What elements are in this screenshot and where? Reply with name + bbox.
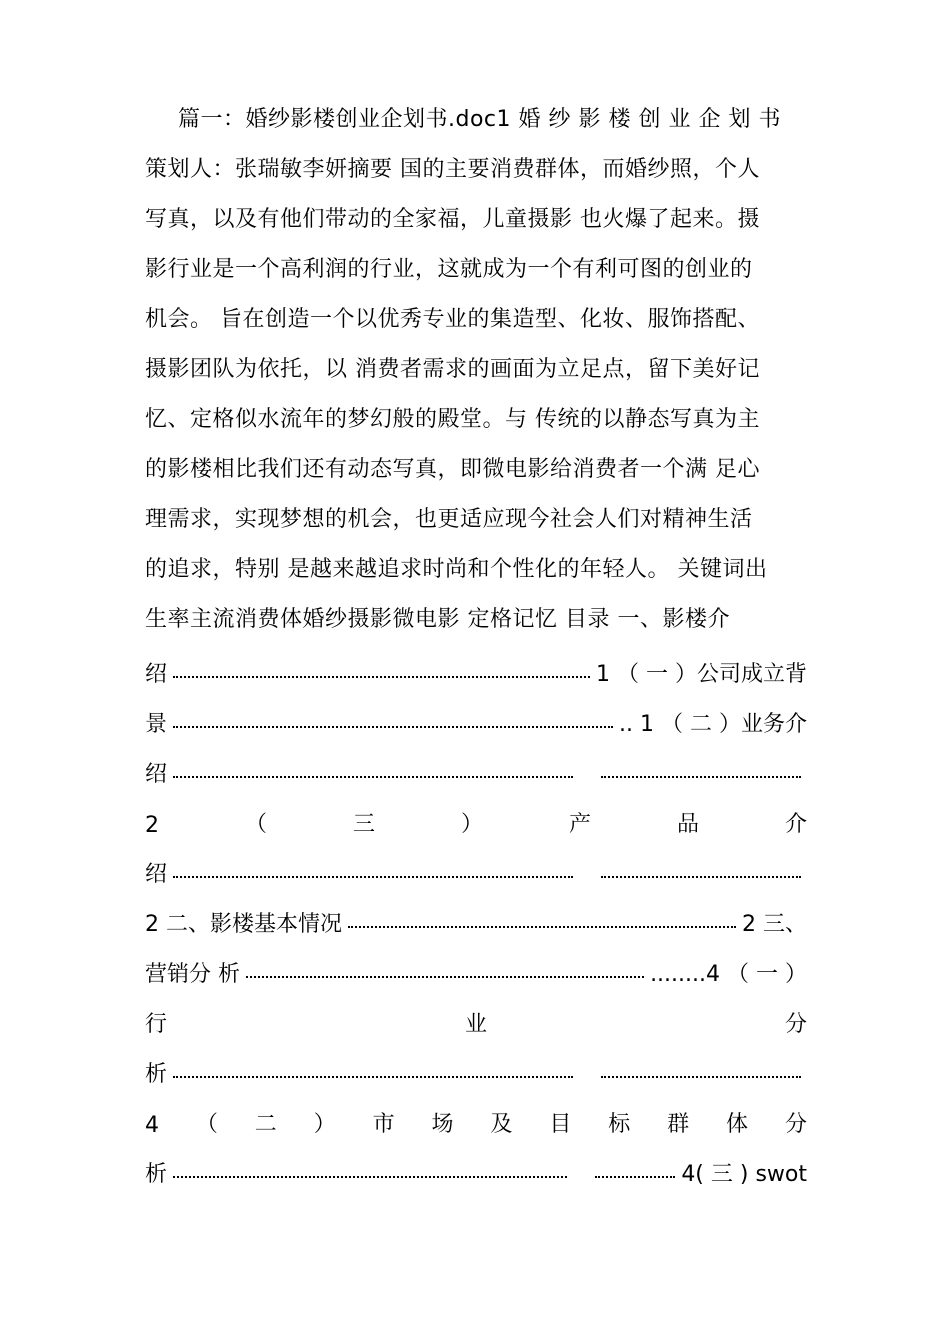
- toc-line-5: [145, 848, 807, 888]
- toc-leader-dots: [173, 875, 573, 878]
- toc-token: 业: [464, 1012, 487, 1037]
- toc-entry-text: 2 二、影楼基本情况: [145, 912, 342, 937]
- toc-leader-dots: [595, 1175, 675, 1178]
- toc-line-3: [145, 748, 807, 788]
- toc-token: 二: [254, 1112, 277, 1137]
- toc-leader-dots: [173, 1175, 567, 1178]
- toc-token: 体: [726, 1112, 749, 1137]
- toc-entry-text: 析: [145, 1162, 168, 1187]
- body-line-10: 的追求，特别 是越来越追求时尚和个性化的年轻人。 关键词出: [145, 557, 768, 582]
- toc-token: （: [244, 812, 267, 837]
- toc-leader-dots: [173, 775, 573, 778]
- body-line-8: 的影楼相比我们还有动态写真，即微电影给消费者一个满 足心: [145, 457, 760, 482]
- toc-leader-dots: [601, 1075, 801, 1078]
- toc-page-text: .. 1 （ 二 ）业务介: [619, 712, 807, 737]
- toc-token: 三: [352, 812, 375, 837]
- body-line-9: 理需求，实现梦想的机会，也更适应现今社会人们对精神生活: [145, 507, 753, 532]
- toc-token: ）: [313, 1112, 336, 1137]
- body-line-3: 写真，以及有他们带动的全家福，儿童摄影 也火爆了起来。摄: [145, 207, 760, 232]
- toc-token: 行: [145, 1012, 168, 1037]
- toc-leader-dots: [348, 925, 736, 928]
- toc-token: 产: [568, 812, 591, 837]
- body-line-2: 策划人：张瑞敏李妍摘要 国的主要消费群体，而婚纱照，个人: [145, 157, 760, 182]
- toc-token: 及: [490, 1112, 513, 1137]
- toc-line-1: [145, 648, 807, 688]
- toc-page-text: 4( 三 ) swot: [681, 1162, 807, 1187]
- toc-token: 场: [431, 1112, 454, 1137]
- toc-leader-dots: [173, 675, 590, 678]
- body-line-11: 生率主流消费体婚纱摄影微电影 定格记忆 目录 一、影楼介: [145, 607, 730, 632]
- toc-line-2: [145, 698, 807, 738]
- toc-token: 标: [608, 1112, 631, 1137]
- toc-token: 4: [145, 1113, 159, 1138]
- toc-token: ）: [460, 812, 483, 837]
- toc-entry-text: 景: [145, 712, 168, 737]
- toc-leader-dots: [246, 975, 644, 978]
- toc-token: （: [195, 1112, 218, 1137]
- toc-token: 群: [667, 1112, 690, 1137]
- toc-leader-dots: [173, 1075, 573, 1078]
- toc-page-text: ........4 （ 一 ）: [650, 962, 807, 987]
- body-line-7: 忆、定格似水流年的梦幻般的殿堂。与 传统的以静态写真为主: [145, 407, 760, 432]
- toc-line-9: [145, 1048, 807, 1088]
- toc-line-7: [145, 948, 807, 988]
- body-line-4: 影行业是一个高利润的行业，这就成为一个有利可图的创业的: [145, 257, 753, 282]
- toc-entry-text: 绍: [145, 862, 168, 887]
- toc-leader-dots: [601, 875, 801, 878]
- toc-entry-text: 析: [145, 1062, 168, 1087]
- toc-leader-dots: [173, 725, 613, 728]
- toc-token: 市: [372, 1112, 395, 1137]
- toc-page-text: 1 （ 一 ）公司成立背: [596, 662, 807, 687]
- toc-token: 分: [784, 1012, 807, 1037]
- toc-entry-text: 营销分 析: [145, 962, 240, 987]
- toc-token: 分: [784, 1112, 807, 1137]
- body-line-5: 机会。 旨在创造一个以优秀专业的集造型、化妆、服饰搭配、: [145, 307, 760, 332]
- toc-line-8: [145, 998, 807, 1038]
- toc-leader-dots: [601, 775, 801, 778]
- body-line-1: 篇一：婚纱影楼创业企划书.doc1 婚 纱 影 楼 创 业 企 划 书: [178, 107, 781, 132]
- toc-line-6: [145, 898, 807, 938]
- toc-token: 2: [145, 813, 159, 838]
- toc-token: 介: [784, 812, 807, 837]
- toc-page-text: 2 三、: [742, 912, 807, 937]
- toc-line-11: [145, 1148, 807, 1188]
- body-line-6: 摄影团队为依托，以 消费者需求的画面为立足点，留下美好记: [145, 357, 760, 382]
- toc-token: 品: [676, 812, 699, 837]
- toc-token: 目: [549, 1112, 572, 1137]
- toc-entry-text: 绍: [145, 662, 168, 687]
- toc-line-10: [145, 1098, 807, 1138]
- toc-line-4: [145, 798, 807, 838]
- toc-entry-text: 绍: [145, 762, 168, 787]
